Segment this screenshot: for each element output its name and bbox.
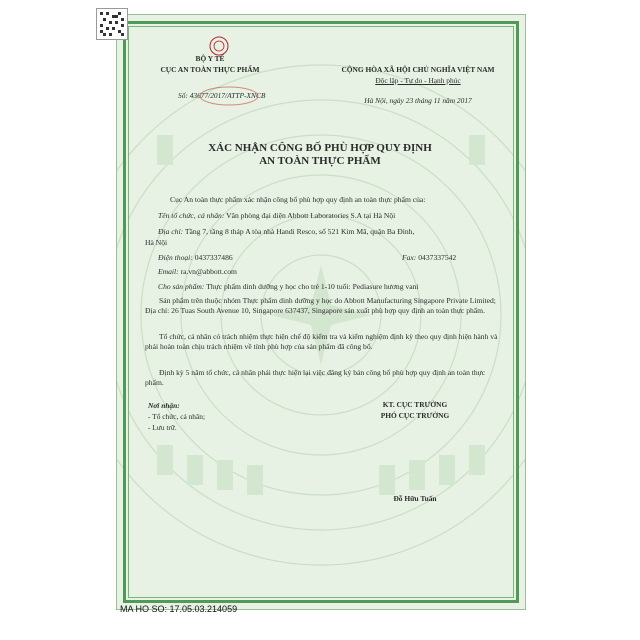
fax-line	[402, 253, 456, 262]
nation-title: CỘNG HÒA XÃ HỘI CHỦ NGHĨA VIỆT NAM	[341, 65, 495, 74]
ministry-seal-icon	[209, 36, 229, 56]
red-stamp-icon	[198, 85, 260, 107]
fax-value: 0437337542	[418, 253, 457, 262]
department-name: CỤC AN TOÀN THỰC PHẨM	[160, 65, 260, 74]
address-label: Địa chỉ:	[158, 227, 184, 236]
place-date: Hà Nội, ngày 23 tháng 11 năm 2017	[364, 96, 472, 105]
email-line	[158, 267, 237, 276]
document-number: Số: 43677/2017/ATTP-XNCB	[178, 91, 266, 100]
phone-line	[158, 253, 233, 262]
email-label: Email:	[158, 267, 179, 276]
responsibility-paragraph: Tổ chức, cá nhân có trách nhiệm thực hiện chế độ kiểm tra và kiểm nghiệm định kỳ theo quy định hiện hành và phải hoàn toàn chịu trách nhiệm về tính phù hợp của sản phẩm đã công bố.	[145, 332, 498, 352]
signer-title-2: PHÓ CỤC TRƯỞNG	[380, 411, 450, 420]
ministry-name: BỘ Y TẾ	[195, 54, 225, 63]
file-code: MA HO SO: 17.05.03.214059	[120, 604, 238, 614]
address-value-2: Hà Nội	[145, 238, 168, 247]
address-line	[158, 227, 414, 236]
email-value: ra.vn@abbott.com	[180, 267, 237, 276]
document-title-line2: AN TOÀN THỰC PHẨM	[259, 155, 381, 167]
org-value: Văn phòng đại diện Abbott Laboratories S.A tại Hà Nội	[226, 211, 396, 220]
recipients-label: Nơi nhận:	[148, 401, 180, 410]
product-line	[158, 282, 418, 291]
qr-code	[96, 8, 128, 40]
phone-value: 0437337486	[194, 253, 233, 262]
national-motto: Độc lập - Tự do - Hạnh phúc	[375, 76, 461, 85]
periodic-paragraph: Định kỳ 5 năm tổ chức, cá nhân phải thực hiện lại việc đăng ký bản công bố phù hợp quy định an toàn thực phẩm.	[145, 368, 486, 388]
fax-label: Fax:	[402, 253, 417, 262]
signer-name: Đỗ Hữu Tuấn	[393, 494, 437, 503]
signer-title-1: KT. CỤC TRƯỞNG	[382, 400, 448, 409]
product-value: Thực phẩm dinh dưỡng y học cho trẻ 1-10 tuổi: Pediasure hương vani	[206, 282, 419, 291]
product-label: Cho sản phẩm:	[158, 282, 205, 291]
document-title-line1: XÁC NHẬN CÔNG BỐ PHÙ HỢP QUY ĐỊNH	[208, 142, 432, 154]
recipient-item: - Tổ chức, cá nhân;	[148, 412, 206, 421]
recipient-item: - Lưu trữ.	[148, 423, 177, 432]
address-value: Tầng 7, tầng 8 tháp A tòa nhà Handi Resco, số 521 Kim Mã, quận Ba Đình,	[184, 227, 415, 236]
org-line	[158, 211, 395, 220]
org-label: Tên tổ chức, cá nhân:	[158, 211, 225, 220]
phone-label: Điện thoại:	[158, 253, 193, 262]
intro-text: Cục An toàn thực phẩm xác nhận công bố phù hợp quy định an toàn thực phẩm của:	[170, 195, 426, 204]
manufacturer-paragraph: Sản phẩm trên thuộc nhóm Thực phẩm dinh dưỡng y học do Abbott Manufacturing Singapore Private Limited; Địa chỉ: 26 Tuas South Avenue 10, Singapore 637437, Singapore sản xuất phù hợp quy định an toàn thực phẩm.	[145, 296, 496, 316]
